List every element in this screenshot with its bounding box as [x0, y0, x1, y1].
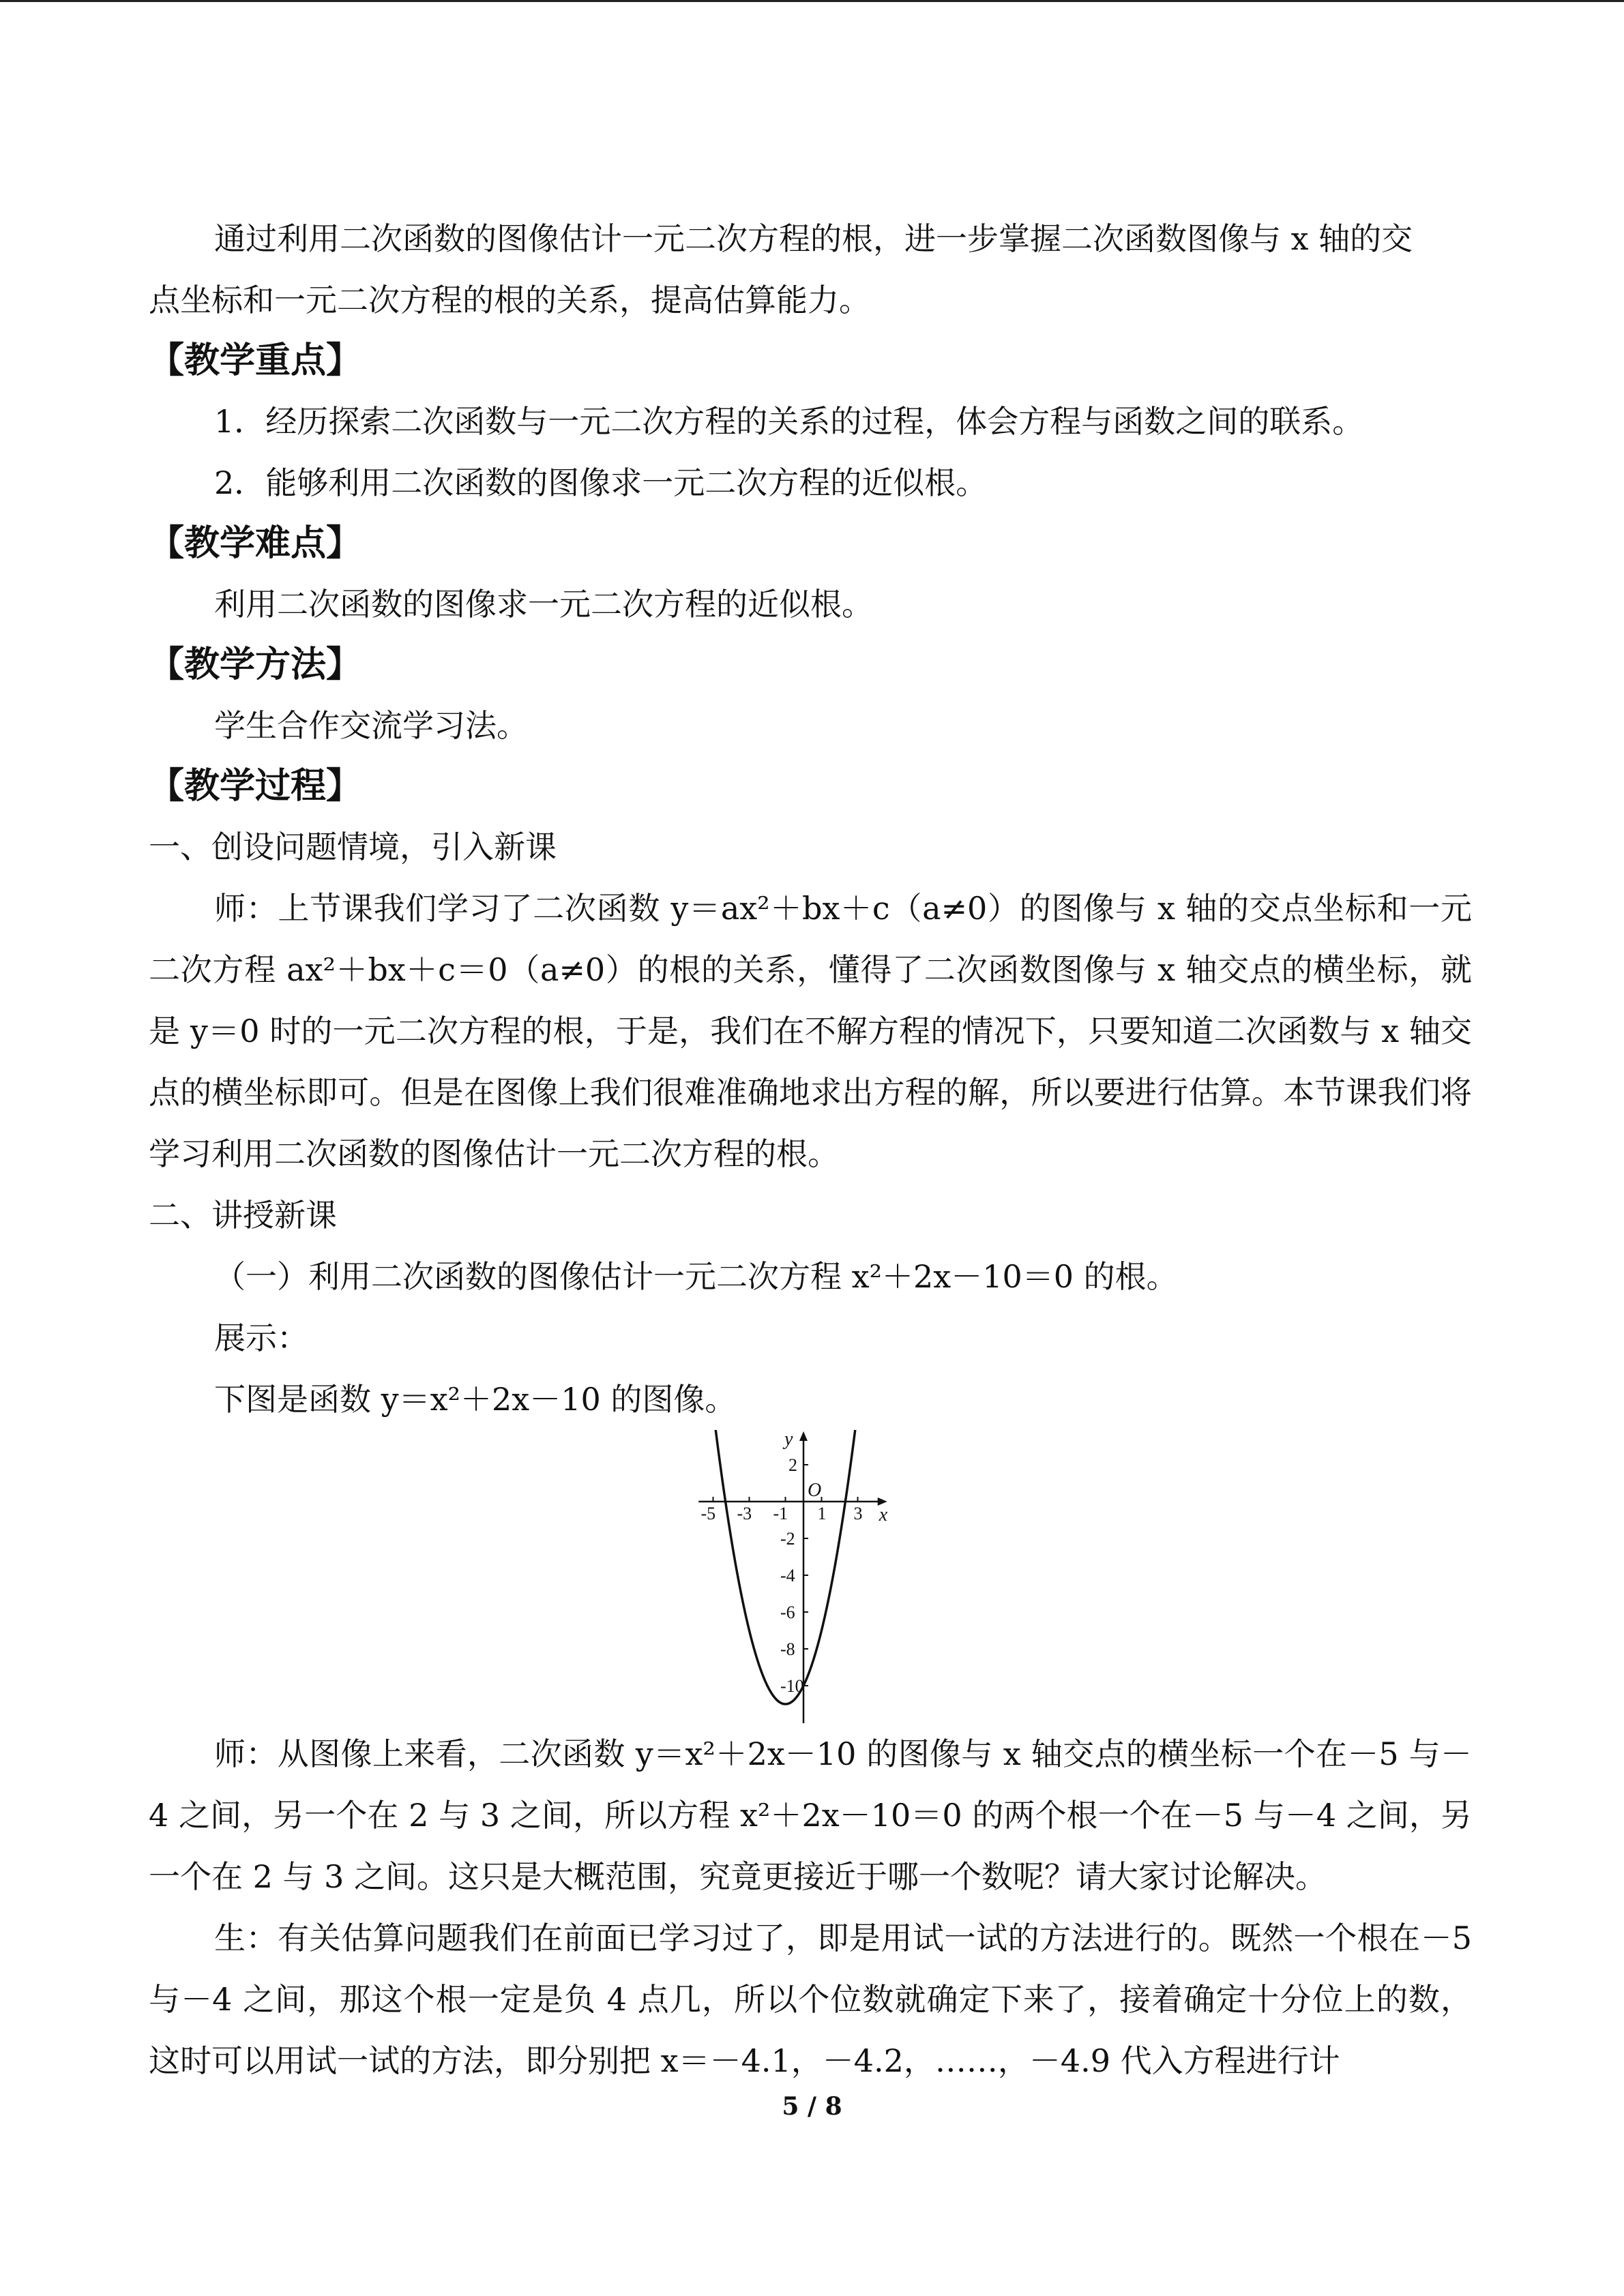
difficulties-heading: 【教学难点】 — [149, 523, 362, 564]
y-tick-label: -2 — [780, 1529, 795, 1549]
y-tick-label: -8 — [780, 1639, 795, 1659]
x-tick-label: 1 — [817, 1504, 827, 1523]
student-paragraph: 生：有关估算问题我们在前面已学习过了，即是用试一试的方法进行的。既然一个根在－5 与－4 之间，那这个根一定是负 4 点几，所以个位数就确定下来了，接着确定十分位上的数，这时可以用试一试的方法，即分别把 x＝－4.1，－4.2，……，－4.9 代入方程进行计 — [149, 1920, 1472, 2079]
parabola-chart — [694, 1430, 954, 1723]
x-tick-label: 3 — [853, 1504, 863, 1523]
section-1-title: 一、创设问题情境，引入新课 — [149, 829, 557, 865]
show-label: 展示： — [214, 1320, 308, 1356]
teacher-paragraph: 师：从图像上来看，二次函数 y＝x²＋2x－10 的图像与 x 轴交点的横坐标一个在－5 与－4 之间，另一个在 2 与 3 之间，所以方程 x²＋2x－10＝0 的两个根一个在－5 与－4 之间，另一个在 2 与 3 之间。这只是大概范围，究竟更接近于哪一个数呢？请大家讨论解决。 — [149, 1735, 1472, 1895]
document-body — [149, 208, 1472, 2091]
section-2-title: 二、讲授新课 — [149, 1197, 337, 1234]
y-axis-arrow — [799, 1431, 808, 1441]
x-tick-label: -3 — [737, 1504, 752, 1523]
y-axis-label: y — [784, 1430, 793, 1450]
y-tick-label: 2 — [788, 1455, 797, 1475]
page-number: 5 / 8 — [782, 2092, 842, 2121]
y-tick-label: -10 — [780, 1676, 804, 1696]
intro-line-1: 通过利用二次函数的图像估计一元二次方程的根，进一步掌握二次函数图像与 x 轴的交 — [214, 220, 1413, 257]
methods-heading: 【教学方法】 — [149, 644, 362, 685]
graph-caption: 下图是函数 y＝x²＋2x－10 的图像。 — [214, 1381, 737, 1418]
top-border-line — [0, 0, 1624, 2]
section-1-paragraph: 师：上节课我们学习了二次函数 y＝ax²＋bx＋c（a≠0）的图像与 x 轴的交点坐标和一元二次方程 ax²＋bx＋c＝0（a≠0）的根的关系，懂得了二次函数图像与 x 轴交点的横坐标，就是 y＝0 时的一元二次方程的根，于是，我们在不解方程的情况下，只要知道二次函数与 x 轴交点的横坐标即可。但是在图像上我们很难准确地求出方程的解，所以要进行估算。本节课我们将学习利用二次函数的图像估计一元二次方程的根。 — [149, 890, 1472, 1172]
parabola-figure — [149, 1430, 1472, 1723]
x-tick-label: -5 — [700, 1504, 716, 1523]
y-tick-label: -6 — [780, 1602, 795, 1622]
key-points-heading: 【教学重点】 — [149, 340, 362, 381]
origin-label: O — [808, 1480, 822, 1501]
key-point-item: 1．经历探索二次函数与一元二次方程的关系的过程，体会方程与函数之间的联系。 — [214, 403, 1364, 440]
methods-text: 学生合作交流学习法。 — [214, 707, 528, 744]
process-heading: 【教学过程】 — [149, 766, 362, 807]
x-tick-label: -1 — [773, 1504, 788, 1523]
intro-line-2: 点坐标和一元二次方程的根的关系，提高估算能力。 — [149, 282, 870, 318]
difficulties-text: 利用二次函数的图像求一元二次方程的近似根。 — [214, 586, 873, 623]
y-tick-label: -4 — [780, 1566, 795, 1585]
key-point-item: 2．能够利用二次函数的图像求一元二次方程的近似根。 — [214, 464, 988, 501]
x-axis-label: x — [879, 1504, 888, 1525]
subsection-1-title: （一）利用二次函数的图像估计一元二次方程 x²＋2x－10＝0 的根。 — [214, 1258, 1178, 1295]
